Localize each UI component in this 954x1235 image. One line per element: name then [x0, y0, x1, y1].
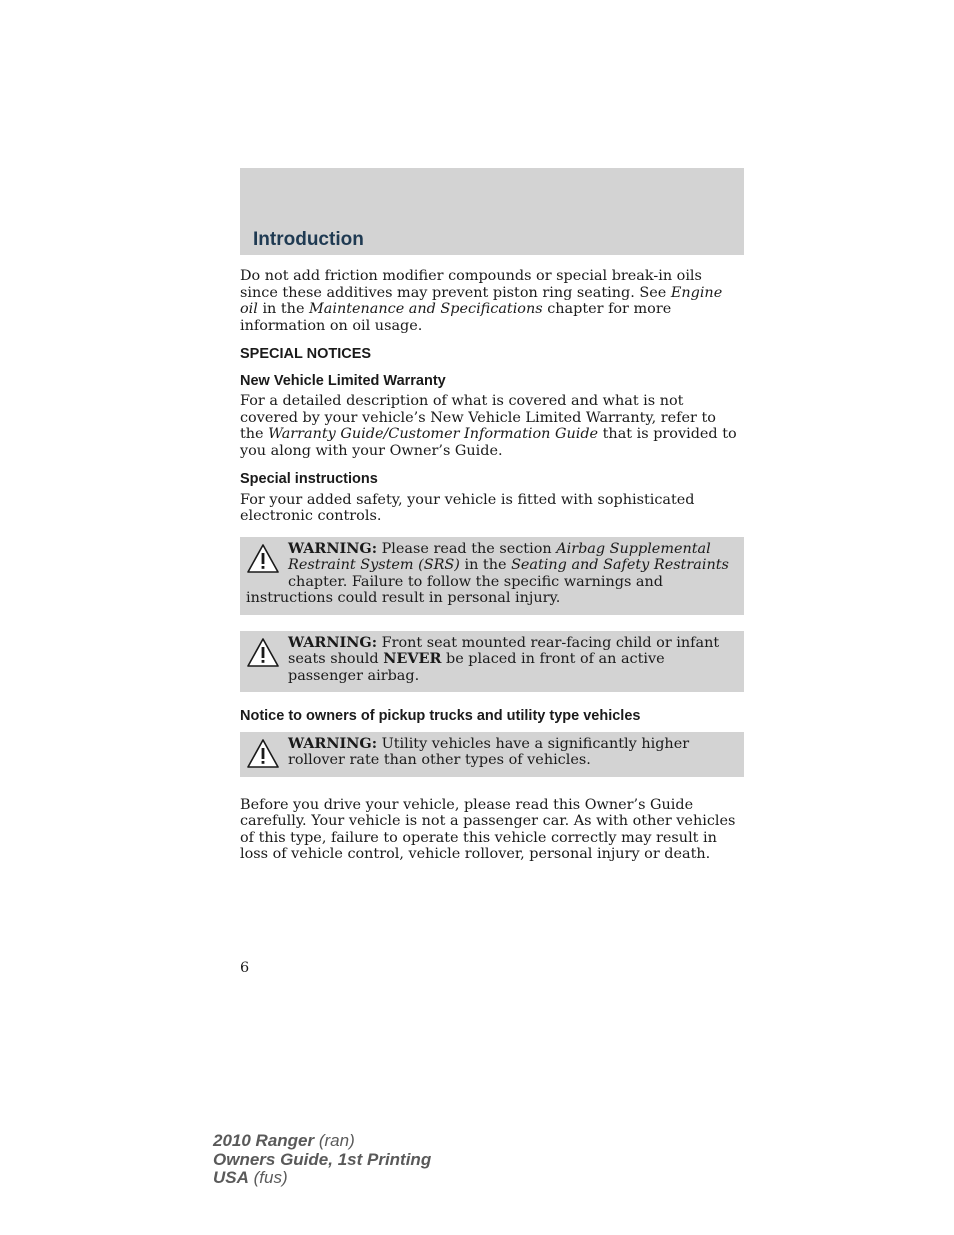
chapter-header: [240, 168, 744, 255]
footer-line-market: USA (fus): [213, 1168, 288, 1187]
warning-text-rollover: WARNING: Utility vehicles have a significantly higher rollover rate than other types of vehicles.: [288, 734, 690, 768]
warning-triangle-icon: [246, 543, 280, 575]
warning-box-rollover: [240, 732, 744, 777]
warning-text-airbag: WARNING: Please read the section Airbag Supplemental Restraint System (SRS) in the Seating and Safety Restraints chapter. Failure to follow the specific warnings and instructions could result in personal injury.: [246, 539, 729, 606]
footer-line-model: 2010 Ranger (ran): [213, 1131, 355, 1150]
footer-line-printing: Owners Guide, 1st Printing: [213, 1149, 432, 1169]
warning-box-airbag: [240, 537, 744, 615]
chapter-title: Introduction: [253, 229, 364, 250]
warning-triangle-icon: [246, 738, 280, 770]
document-footer: [213, 1132, 431, 1188]
special-instructions-paragraph: For your added safety, your vehicle is fitted with sophisticated electronic controls.: [240, 491, 695, 524]
warning-triangle-icon: [246, 637, 280, 669]
warranty-heading: New Vehicle Limited Warranty: [240, 372, 446, 389]
intro-paragraph: Do not add friction modifier compounds or special break-in oils since these additives may prevent piston ring seating. See Engine oil in the Maintenance and Specifications chapter for more information on oil usage.: [240, 268, 723, 334]
warning-box-child-seat: [240, 631, 744, 693]
pickup-notice-heading: Notice to owners of pickup trucks and utility type vehicles: [240, 708, 641, 724]
warranty-paragraph: For a detailed description of what is covered and what is not covered by your vehicle’s New Vehicle Limited Warranty, refer to the Warranty Guide/Customer Information Guide that is provided to you along with your Owner’s Guide.: [240, 393, 737, 459]
special-notices-heading: SPECIAL NOTICES: [240, 346, 372, 362]
closing-paragraph: Before you drive your vehicle, please read this Owner’s Guide carefully. Your vehicle is not a passenger car. As with other vehicles of this type, failure to operate this vehicle correctly may result in loss of vehicle control, vehicle rollover, personal injury or death.: [240, 796, 736, 862]
warning-text-child-seat: WARNING: Front seat mounted rear-facing child or infant seats should NEVER be placed in front of an active passenger airbag.: [288, 633, 720, 684]
special-instructions-heading: Special instructions: [240, 471, 378, 487]
page-number: 6: [240, 960, 250, 976]
page-content: [240, 268, 744, 875]
